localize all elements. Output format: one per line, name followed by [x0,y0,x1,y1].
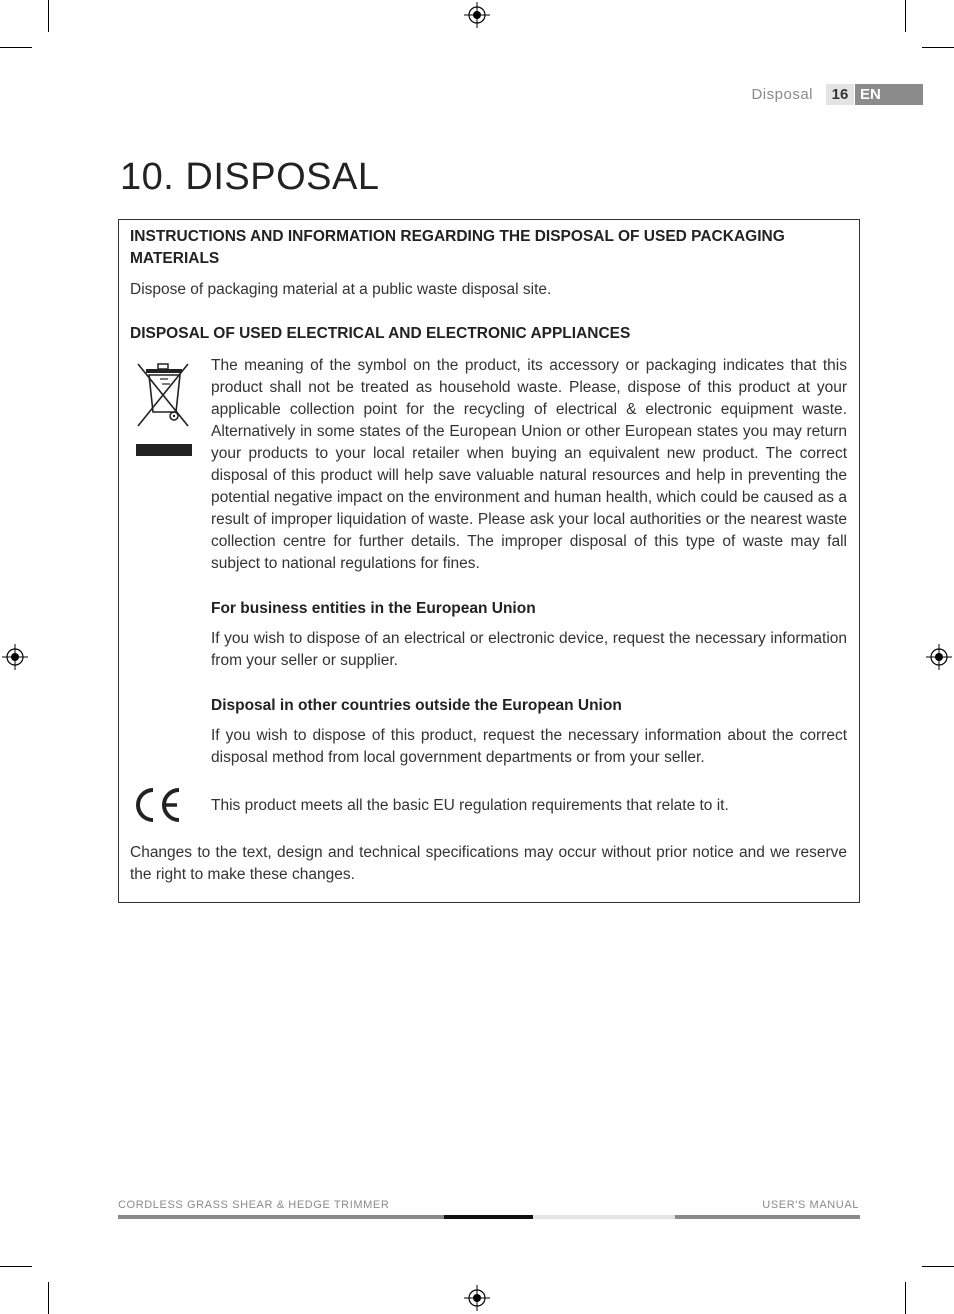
footer-product-name: CORDLESS GRASS SHEAR & HEDGE TRIMMER [118,1199,390,1211]
registration-mark-icon [926,644,952,670]
changes-note: Changes to the text, design and technical specifications may occur without prior notice and we reserve the right to make these changes. [130,844,847,883]
crop-mark [905,0,906,32]
ce-mark-icon [131,786,183,824]
crop-mark [922,1266,954,1267]
footer-bar-segment [533,1215,675,1219]
registration-mark-icon [2,644,28,670]
other-countries-heading: Disposal in other countries outside the European Union [211,697,622,714]
crop-mark [48,0,49,32]
packaging-text: Dispose of packaging material at a public waste disposal site. [130,281,552,298]
registration-mark-icon [464,2,490,28]
crop-mark [922,47,954,48]
business-text: If you wish to dispose of an electrical or electronic device, request the necessary information from your seller or supplier. [211,630,847,669]
ce-text: This product meets all the basic EU regulation requirements that relate to it. [211,797,729,814]
page-number: 16 [826,84,854,105]
business-heading: For business entities in the European Union [211,600,536,617]
footer-manual-label: USER'S MANUAL [762,1199,859,1211]
language-badge: EN [855,84,923,105]
crop-mark [905,1282,906,1314]
crop-mark [0,47,32,48]
crop-mark [0,1266,32,1267]
packaging-heading: INSTRUCTIONS AND INFORMATION REGARDING THE DISPOSAL OF USED PACKAGING MATERIALS [130,228,785,267]
footer-bar-segment [444,1215,533,1219]
footer-bar-segment [118,1215,444,1219]
page-title: 10. DISPOSAL [120,156,380,198]
other-countries-text: If you wish to dispose of this product, request the necessary information about the correct disposal method from local government departments or from your seller. [211,727,847,766]
crop-mark [48,1282,49,1314]
electrical-heading: DISPOSAL OF USED ELECTRICAL AND ELECTRONIC APPLIANCES [130,325,631,342]
crossed-out-wheelie-bin-icon [136,360,192,456]
header-section-label: Disposal [751,86,813,103]
electrical-text: The meaning of the symbol on the product, its accessory or packaging indicates that this product shall not be treated as household waste. Please, dispose of this product at your applicable collection point for the recycling of electrical & electronic equipment waste. Alternatively in some states of the European Union or other European states you may return your products to your local retailer when buying an equivalent new product. The correct disposal of this product will help save valuable natural resources and help in preventing the potential negative impact on the environment and human health, which could be caused as a result of improper liquidation of waste. Please ask your local authorities or the nearest waste collection centre for further details. The improper disposal of this type of waste may fall subject to national regulations for fines. [211,357,847,572]
registration-mark-icon [464,1285,490,1311]
footer-bar-segment [675,1215,860,1219]
